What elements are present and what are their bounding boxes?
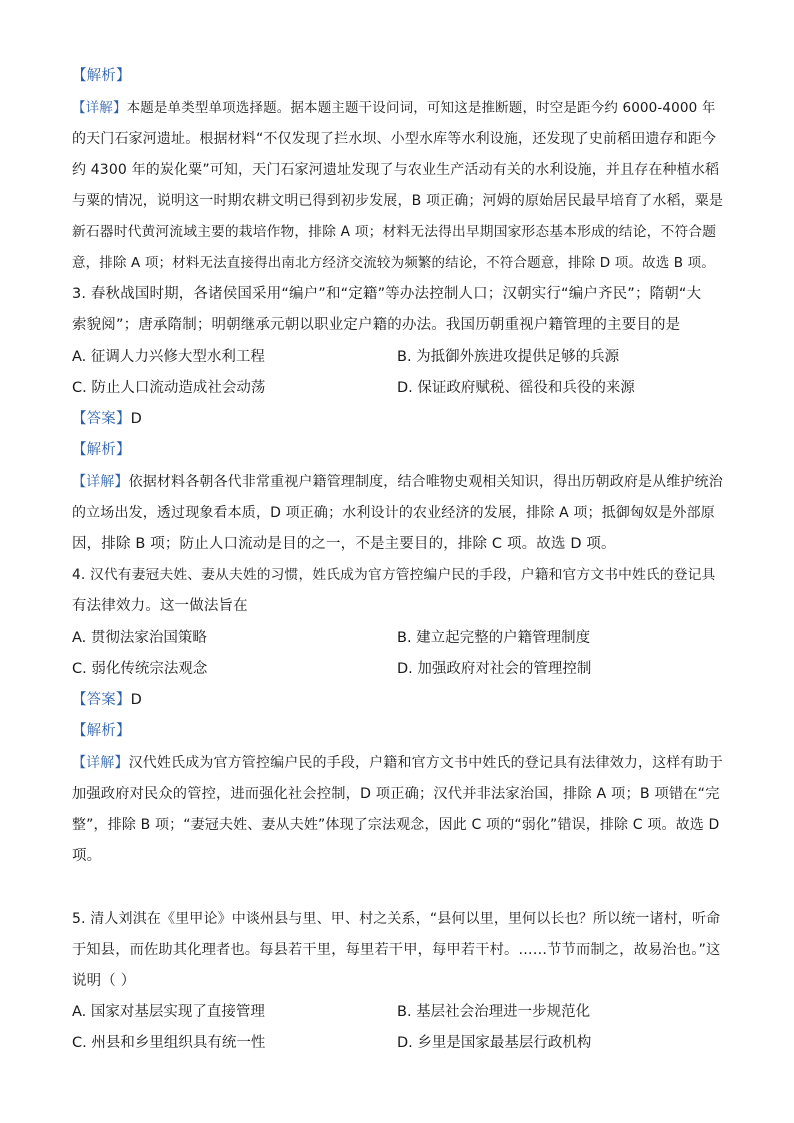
answer-value: D [130,411,142,427]
detail-line: 的立场出发，透过现象看本质，D 项正确；水利设计的农业经济的发展，排除 A 项；抵御匈奴是外部原 [72,505,715,521]
detail-line: 的天门石家河遗址。根据材料“不仅发现了拦水坝、小型水库等水利设施，还发现了史前稻田遗存和距今 [72,131,717,147]
option-a: A. 贯彻法家治国策略 [72,630,207,646]
question-stem: 5. 清人刘淇在《里甲论》中谈州县与里、甲、村之关系，“县何以里，里何以长也？所以统一诸村，听命 [72,911,721,927]
option-b: B. 为抵御外族进攻提供足够的兵源 [397,349,620,365]
detail-line: 整”，排除 B 项；“妻冠夫姓、妻从夫姓”体现了宗法观念，因此 C 项的“弱化”错误，排除 C 项。故选 D [72,817,720,833]
detail-line [72,472,722,492]
analysis-heading: 【解析】 [72,442,131,458]
option-d: D. 保证政府赋税、徭役和兵役的来源 [397,380,635,396]
option-c: C. 州县和乡里组织具有统一性 [72,1035,266,1051]
detail-line: 新石器时代黄河流域主要的栽培作物，排除 A 项；材料无法得出早期国家形态基本形成的结论，不符合题 [72,224,717,240]
analysis-heading: 【解析】 [72,723,131,739]
detail-line: 加强政府对民众的管控，进而强化社会控制，D 项正确；汉代并非法家治国，排除 A 项；B 项错在“完 [72,786,720,802]
answer-line [72,690,722,710]
option-c: C. 弱化传统宗法观念 [72,661,208,677]
option-a: A. 国家对基层实现了直接管理 [72,1004,265,1020]
question-stem: 4. 汉代有妻冠夫姓、妻从夫姓的习惯，姓氏成为官方管控编户民的手段，户籍和官方文书中姓氏的登记具 [72,567,716,583]
detail-line: 因，排除 B 项；防止人口流动是目的之一，不是主要目的，排除 C 项。故选 D 项。 [72,536,616,552]
option-d: D. 乡里是国家最基层行政机构 [397,1035,592,1051]
detail-line: 项。 [72,848,102,864]
option-c: C. 防止人口流动造成社会动荡 [72,380,266,396]
detail-text: 汉代姓氏成为官方管控编户民的手段，户籍和官方文书中姓氏的登记具有法律效力，这样有助于 [128,755,723,771]
detail-line [72,98,722,118]
detail-tag: 【详解】 [72,755,129,771]
answer-tag: 【答案】 [72,411,131,427]
option-d: D. 加强政府对社会的管理控制 [397,661,592,677]
detail-line [72,753,722,773]
question-stem: 有法律效力。这一做法旨在 [72,598,248,614]
option-b: B. 基层社会治理进一步规范化 [397,1004,591,1020]
answer-tag: 【答案】 [72,692,131,708]
detail-line: 约 4300 年的炭化粟”可知，天门石家河遗址发现了与农业生产活动有关的水利设施，并且存在种植水稻 [72,162,720,178]
question-stem: 索貌阅”；唐承隋制；明朝继承元朝以职业定户籍的办法。我国历朝重视户籍管理的主要目的是 [72,317,681,333]
answer-value: D [130,692,142,708]
detail-tag: 【详解】 [72,100,127,116]
question-stem: 于知县，而佐助其化理者也。每县若干里，每里若干甲，每甲若干村。……节节而制之，故易治也。”这 [72,942,721,958]
detail-text: 本题是单类型单项选择题。据本题主题干设问词，可知这是推断题，时空是距今约 6000-4000 年 [126,100,716,116]
detail-text: 依据材料各朝各代非常重视户籍管理制度，结合唯物史观相关知识，得出历朝政府是从维护统治 [128,474,723,490]
option-b: B. 建立起完整的户籍管理制度 [397,630,591,646]
question-stem: 说明（ ） [72,973,136,989]
detail-line: 意，排除 A 项；材料无法直接得出南北方经济交流较为频繁的结论，不符合题意，排除 D 项。故选 B 项。 [72,255,715,271]
answer-line [72,409,722,429]
question-stem: 3. 春秋战国时期，各诸侯国采用“编户”和“定籍”等办法控制人口；汉朝实行“编户齐民”；隋朝“大 [72,286,702,302]
option-a: A. 征调人力兴修大型水利工程 [72,349,265,365]
detail-line: 与粟的情况，说明这一时期农耕文明已得到初步发展，B 项正确；河姆的原始居民最早培育了水稻，粟是 [72,193,724,209]
detail-tag: 【详解】 [72,474,129,490]
analysis-heading: 【解析】 [72,68,131,84]
